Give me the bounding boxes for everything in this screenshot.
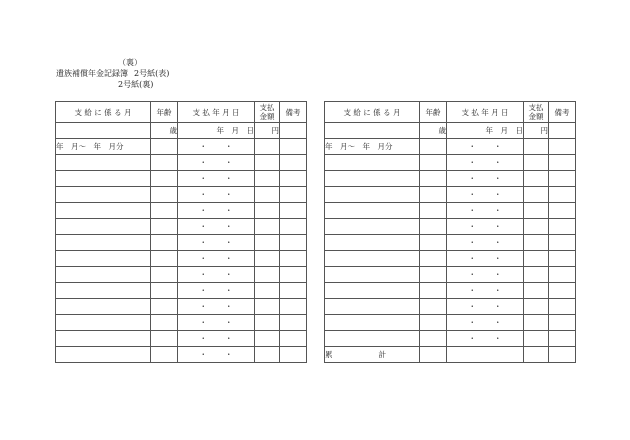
age-cell bbox=[420, 251, 447, 267]
table-row bbox=[325, 139, 576, 155]
month-cell bbox=[56, 235, 151, 251]
paydate-cell bbox=[447, 187, 524, 203]
age-cell bbox=[151, 299, 178, 315]
month-cell bbox=[56, 315, 151, 331]
amount-cell bbox=[255, 299, 280, 315]
age-cell bbox=[151, 139, 178, 155]
date-dot: ・ bbox=[225, 334, 233, 343]
paydate-cell bbox=[447, 315, 524, 331]
date-dot: ・ bbox=[199, 350, 207, 359]
amount-header-line1: 支払 bbox=[528, 103, 544, 112]
table-row bbox=[56, 155, 307, 171]
remarks-cell bbox=[280, 155, 307, 171]
amount-cell bbox=[255, 203, 280, 219]
col-header-month: 支 給 に 係 る 月 bbox=[325, 102, 420, 123]
paydate-cell bbox=[447, 219, 524, 235]
col-header-amount bbox=[255, 102, 280, 123]
remarks-cell bbox=[549, 299, 576, 315]
date-dot: ・ bbox=[468, 318, 476, 327]
month-cell bbox=[325, 219, 420, 235]
remarks-cell bbox=[549, 171, 576, 187]
date-dot: ・ bbox=[225, 238, 233, 247]
table-row bbox=[325, 267, 576, 283]
total-label-char1: 累 bbox=[325, 350, 333, 359]
col-header-paydate: 支 払 年 月 日 bbox=[447, 102, 524, 123]
amount-cell bbox=[255, 283, 280, 299]
amount-cell bbox=[255, 187, 280, 203]
month-cell bbox=[325, 283, 420, 299]
date-dot: ・ bbox=[468, 286, 476, 295]
date-dot: ・ bbox=[225, 190, 233, 199]
amount-cell bbox=[255, 235, 280, 251]
date-dot: ・ bbox=[494, 158, 502, 167]
month-cell bbox=[56, 187, 151, 203]
remarks-cell bbox=[549, 235, 576, 251]
remarks-cell bbox=[280, 235, 307, 251]
remarks-cell bbox=[549, 347, 576, 363]
date-dot: ・ bbox=[199, 334, 207, 343]
remarks-cell bbox=[280, 347, 307, 363]
table-row bbox=[325, 251, 576, 267]
table-row bbox=[325, 235, 576, 251]
paydate-cell bbox=[178, 315, 255, 331]
remarks-cell bbox=[549, 123, 576, 139]
sheet-label-front: 2号紙(表) bbox=[134, 69, 170, 78]
amount-cell bbox=[524, 251, 549, 267]
date-dot: ・ bbox=[494, 206, 502, 215]
date-dot: ・ bbox=[494, 174, 502, 183]
age-cell bbox=[151, 347, 178, 363]
amount-cell bbox=[524, 155, 549, 171]
month-cell bbox=[325, 155, 420, 171]
date-dot: ・ bbox=[468, 270, 476, 279]
amount-cell bbox=[255, 251, 280, 267]
table-row bbox=[56, 315, 307, 331]
age-cell bbox=[420, 203, 447, 219]
date-dot: ・ bbox=[199, 174, 207, 183]
date-dot: ・ bbox=[199, 254, 207, 263]
date-dot: ・ bbox=[468, 302, 476, 311]
paydate-cell bbox=[178, 283, 255, 299]
paydate-cell bbox=[447, 203, 524, 219]
header-row bbox=[325, 102, 576, 123]
date-dot: ・ bbox=[225, 350, 233, 359]
paydate-cell bbox=[178, 171, 255, 187]
amount-cell bbox=[524, 299, 549, 315]
amount-cell bbox=[524, 267, 549, 283]
table-row bbox=[325, 347, 576, 363]
date-dot: ・ bbox=[199, 222, 207, 231]
amount-cell bbox=[524, 187, 549, 203]
table-row bbox=[325, 315, 576, 331]
date-dot: ・ bbox=[494, 190, 502, 199]
table-row bbox=[56, 347, 307, 363]
table-row bbox=[56, 219, 307, 235]
month-cell bbox=[325, 235, 420, 251]
table-row bbox=[325, 299, 576, 315]
col-header-age: 年齢 bbox=[420, 102, 447, 123]
age-cell bbox=[420, 235, 447, 251]
age-cell bbox=[420, 187, 447, 203]
paydate-cell bbox=[447, 283, 524, 299]
paydate-unit: 年 月 日 bbox=[447, 123, 524, 139]
age-cell bbox=[151, 315, 178, 331]
month-cell bbox=[325, 171, 420, 187]
sheet-label-back: 2号紙(裏) bbox=[118, 80, 154, 89]
date-dot: ・ bbox=[468, 158, 476, 167]
date-dot: ・ bbox=[225, 254, 233, 263]
remarks-cell bbox=[280, 251, 307, 267]
month-cell bbox=[325, 123, 420, 139]
remarks-cell bbox=[280, 203, 307, 219]
table-row bbox=[325, 155, 576, 171]
paydate-cell bbox=[447, 155, 524, 171]
paydate-cell bbox=[178, 235, 255, 251]
age-cell bbox=[420, 171, 447, 187]
month-cell bbox=[56, 347, 151, 363]
amount-header-line2: 金額 bbox=[528, 112, 544, 121]
amount-cell bbox=[255, 347, 280, 363]
table-row bbox=[325, 171, 576, 187]
date-dot: ・ bbox=[225, 302, 233, 311]
unit-row bbox=[56, 123, 307, 139]
paydate-cell bbox=[447, 171, 524, 187]
month-cell bbox=[325, 267, 420, 283]
amount-cell bbox=[524, 315, 549, 331]
amount-unit: 円 bbox=[255, 123, 280, 139]
col-header-amount bbox=[524, 102, 549, 123]
remarks-cell bbox=[549, 283, 576, 299]
date-dot: ・ bbox=[494, 254, 502, 263]
col-header-paydate: 支 払 年 月 日 bbox=[178, 102, 255, 123]
amount-cell bbox=[255, 155, 280, 171]
age-cell bbox=[151, 331, 178, 347]
month-cell: 年 月～ 年 月分 bbox=[325, 139, 420, 155]
amount-cell bbox=[524, 283, 549, 299]
amount-header-line2: 金額 bbox=[259, 112, 275, 121]
age-cell bbox=[151, 187, 178, 203]
paydate-cell bbox=[178, 203, 255, 219]
date-dot: ・ bbox=[468, 206, 476, 215]
remarks-cell bbox=[549, 331, 576, 347]
right-ledger-table bbox=[324, 101, 576, 363]
date-dot: ・ bbox=[199, 206, 207, 215]
remarks-cell bbox=[280, 219, 307, 235]
table-row bbox=[325, 331, 576, 347]
age-cell bbox=[151, 251, 178, 267]
date-dot: ・ bbox=[494, 302, 502, 311]
age-cell bbox=[151, 283, 178, 299]
month-cell bbox=[56, 283, 151, 299]
header-row bbox=[56, 102, 307, 123]
month-cell bbox=[325, 203, 420, 219]
month-cell bbox=[325, 187, 420, 203]
age-cell bbox=[151, 171, 178, 187]
age-cell bbox=[151, 235, 178, 251]
col-header-month: 支 給 に 係 る 月 bbox=[56, 102, 151, 123]
age-cell bbox=[420, 139, 447, 155]
table-row bbox=[325, 203, 576, 219]
remarks-cell bbox=[549, 139, 576, 155]
remarks-cell bbox=[280, 331, 307, 347]
age-cell bbox=[420, 219, 447, 235]
table-row bbox=[56, 139, 307, 155]
remarks-cell bbox=[549, 267, 576, 283]
paydate-cell bbox=[178, 155, 255, 171]
age-cell bbox=[420, 283, 447, 299]
paydate-cell bbox=[178, 187, 255, 203]
table-row bbox=[56, 235, 307, 251]
date-dot: ・ bbox=[199, 190, 207, 199]
table-row bbox=[56, 187, 307, 203]
paydate-cell bbox=[178, 299, 255, 315]
date-dot: ・ bbox=[225, 222, 233, 231]
paydate-unit: 年 月 日 bbox=[178, 123, 255, 139]
table-row bbox=[56, 299, 307, 315]
date-dot: ・ bbox=[225, 318, 233, 327]
date-dot: ・ bbox=[468, 334, 476, 343]
month-cell bbox=[56, 299, 151, 315]
month-cell: 年 月～ 年 月分 bbox=[56, 139, 151, 155]
date-dot: ・ bbox=[225, 270, 233, 279]
amount-cell bbox=[524, 203, 549, 219]
remarks-cell bbox=[280, 267, 307, 283]
age-cell bbox=[420, 331, 447, 347]
amount-cell bbox=[255, 267, 280, 283]
date-dot: ・ bbox=[199, 270, 207, 279]
back-side-label: （裏） bbox=[118, 58, 142, 67]
amount-cell bbox=[255, 331, 280, 347]
date-dot: ・ bbox=[494, 334, 502, 343]
paydate-cell bbox=[447, 139, 524, 155]
unit-row bbox=[325, 123, 576, 139]
age-cell bbox=[420, 267, 447, 283]
remarks-cell bbox=[280, 315, 307, 331]
amount-cell bbox=[524, 171, 549, 187]
paydate-cell bbox=[447, 235, 524, 251]
month-cell bbox=[56, 123, 151, 139]
remarks-cell bbox=[549, 203, 576, 219]
age-cell bbox=[151, 203, 178, 219]
date-dot: ・ bbox=[468, 142, 476, 151]
col-header-remarks: 備考 bbox=[280, 102, 307, 123]
amount-unit: 円 bbox=[524, 123, 549, 139]
remarks-cell bbox=[280, 283, 307, 299]
date-dot: ・ bbox=[494, 142, 502, 151]
date-dot: ・ bbox=[468, 174, 476, 183]
amount-cell bbox=[524, 331, 549, 347]
date-dot: ・ bbox=[225, 206, 233, 215]
month-cell bbox=[56, 219, 151, 235]
table-row bbox=[56, 267, 307, 283]
paydate-cell bbox=[178, 267, 255, 283]
remarks-cell bbox=[280, 299, 307, 315]
age-cell bbox=[420, 155, 447, 171]
amount-cell bbox=[255, 219, 280, 235]
date-dot: ・ bbox=[225, 142, 233, 151]
date-dot: ・ bbox=[199, 238, 207, 247]
col-header-age: 年齢 bbox=[151, 102, 178, 123]
month-cell bbox=[325, 299, 420, 315]
remarks-cell bbox=[280, 187, 307, 203]
amount-cell bbox=[255, 315, 280, 331]
month-cell bbox=[56, 203, 151, 219]
remarks-cell bbox=[549, 219, 576, 235]
remarks-cell bbox=[280, 171, 307, 187]
table-row bbox=[56, 171, 307, 187]
date-dot: ・ bbox=[225, 158, 233, 167]
month-cell bbox=[325, 315, 420, 331]
paydate-cell bbox=[447, 347, 524, 363]
amount-cell bbox=[524, 219, 549, 235]
paydate-cell bbox=[447, 331, 524, 347]
paydate-cell bbox=[178, 251, 255, 267]
remarks-cell bbox=[549, 155, 576, 171]
title-line bbox=[56, 68, 169, 79]
col-header-remarks: 備考 bbox=[549, 102, 576, 123]
table-row bbox=[56, 283, 307, 299]
date-dot: ・ bbox=[225, 286, 233, 295]
date-dot: ・ bbox=[199, 302, 207, 311]
date-dot: ・ bbox=[199, 286, 207, 295]
date-dot: ・ bbox=[199, 142, 207, 151]
month-cell bbox=[56, 155, 151, 171]
amount-cell bbox=[524, 347, 549, 363]
paydate-cell bbox=[447, 251, 524, 267]
document-header bbox=[56, 57, 169, 90]
amount-cell bbox=[255, 139, 280, 155]
age-cell bbox=[420, 299, 447, 315]
amount-cell bbox=[524, 235, 549, 251]
remarks-cell bbox=[280, 139, 307, 155]
age-unit: 歳 bbox=[420, 123, 447, 139]
table-row bbox=[325, 219, 576, 235]
month-cell bbox=[56, 171, 151, 187]
amount-cell bbox=[524, 139, 549, 155]
table-row bbox=[325, 283, 576, 299]
month-cell bbox=[56, 267, 151, 283]
amount-cell bbox=[255, 171, 280, 187]
table-row bbox=[56, 203, 307, 219]
date-dot: ・ bbox=[199, 158, 207, 167]
age-cell bbox=[151, 155, 178, 171]
remarks-cell bbox=[549, 251, 576, 267]
remarks-cell bbox=[549, 187, 576, 203]
month-cell bbox=[56, 251, 151, 267]
date-dot: ・ bbox=[468, 238, 476, 247]
paydate-cell bbox=[178, 347, 255, 363]
month-cell bbox=[325, 331, 420, 347]
date-dot: ・ bbox=[468, 190, 476, 199]
date-dot: ・ bbox=[494, 238, 502, 247]
cumulative-total-label bbox=[325, 347, 420, 363]
age-cell bbox=[151, 219, 178, 235]
age-cell bbox=[151, 267, 178, 283]
paydate-cell bbox=[178, 139, 255, 155]
date-dot: ・ bbox=[494, 318, 502, 327]
amount-header-line1: 支払 bbox=[259, 103, 275, 112]
paydate-cell bbox=[178, 331, 255, 347]
age-unit: 歳 bbox=[151, 123, 178, 139]
date-dot: ・ bbox=[199, 318, 207, 327]
date-dot: ・ bbox=[494, 286, 502, 295]
paydate-cell bbox=[178, 219, 255, 235]
table-row bbox=[325, 187, 576, 203]
remarks-cell bbox=[549, 315, 576, 331]
remarks-cell bbox=[280, 123, 307, 139]
age-cell bbox=[420, 347, 447, 363]
date-dot: ・ bbox=[494, 270, 502, 279]
document-title: 遺族補償年金記録簿 bbox=[56, 69, 128, 78]
date-dot: ・ bbox=[468, 222, 476, 231]
date-dot: ・ bbox=[494, 222, 502, 231]
date-dot: ・ bbox=[225, 174, 233, 183]
month-cell bbox=[325, 251, 420, 267]
age-cell bbox=[420, 315, 447, 331]
left-ledger-table bbox=[55, 101, 307, 363]
paydate-cell bbox=[447, 267, 524, 283]
month-cell bbox=[56, 331, 151, 347]
date-dot: ・ bbox=[468, 254, 476, 263]
paydate-cell bbox=[447, 299, 524, 315]
total-label-char2: 計 bbox=[378, 350, 386, 359]
table-row bbox=[56, 331, 307, 347]
table-row bbox=[56, 251, 307, 267]
